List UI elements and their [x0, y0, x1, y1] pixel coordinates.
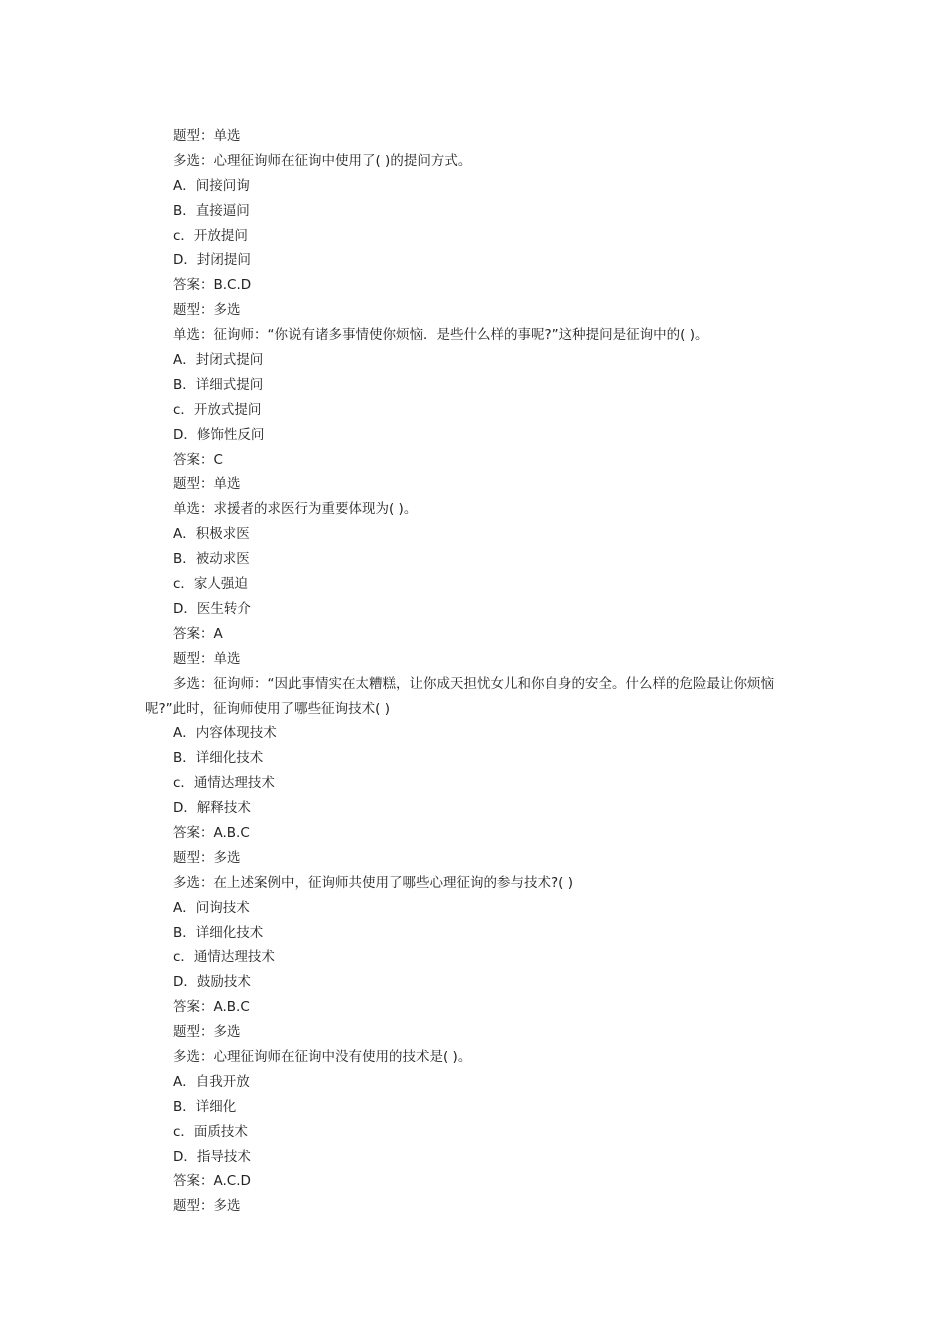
- option-line: A．封闭式提问: [173, 352, 264, 369]
- option-line: c．面质技术: [173, 1123, 248, 1140]
- option-line: B．详细化: [173, 1098, 237, 1115]
- text-line: 题型：多选: [173, 1198, 241, 1215]
- option-line: A．间接问询: [173, 177, 250, 194]
- option-line: D．解释技术: [173, 800, 251, 817]
- answer-line: 答案：A: [173, 625, 223, 642]
- option-line: D．鼓励技术: [173, 974, 251, 991]
- option-line: D．指导技术: [173, 1148, 251, 1165]
- text-line: 题型：单选: [173, 650, 241, 667]
- option-line: B．被动求医: [173, 551, 250, 568]
- answer-line: 答案：A.B.C: [173, 999, 250, 1016]
- option-line: c．通情达理技术: [173, 949, 275, 966]
- option-line: D．医生转介: [173, 600, 251, 617]
- text-line: 题型：多选: [173, 1024, 241, 1041]
- document-body: [145, 124, 810, 1219]
- question-line: 单选：求援者的求医行为重要体现为( )。: [173, 501, 418, 518]
- answer-line: 答案：A.C.D: [173, 1173, 251, 1190]
- option-line: B．详细化技术: [173, 924, 264, 941]
- question-line: 单选：征询师：“你说有诸多事情使你烦恼．是些什么样的事呢?”这种提问是征询中的( )。: [173, 327, 709, 344]
- option-line: A．自我开放: [173, 1073, 250, 1090]
- option-line: c．开放提问: [173, 227, 248, 244]
- text-line: 题型：多选: [173, 849, 241, 866]
- option-line: D．封闭提问: [173, 252, 251, 269]
- option-line: c．通情达理技术: [173, 775, 275, 792]
- option-line: D．修饰性反问: [173, 426, 265, 443]
- option-line: c．开放式提问: [173, 401, 262, 418]
- option-line: A．内容体现技术: [173, 725, 277, 742]
- option-line: B．详细化技术: [173, 750, 264, 767]
- option-line: B．详细式提问: [173, 376, 264, 393]
- question-line: 多选：在上述案例中，征询师共使用了哪些心理征询的参与技术?( ): [173, 874, 573, 891]
- answer-line: 答案：A.B.C: [173, 824, 250, 841]
- text-line: 题型：单选: [173, 128, 241, 144]
- option-line: A．积极求医: [173, 526, 250, 543]
- question-line: 多选：征询师：“因此事情实在太糟糕，让你成天担忧女儿和你自身的安全。什么样的危险最让你烦恼呢?”此时，征询师使用了哪些征询技术( ): [145, 675, 774, 717]
- option-line: A．问询技术: [173, 899, 250, 916]
- option-line: c．家人强迫: [173, 576, 248, 593]
- question-line: 多选：心理征询师在征询中使用了( )的提问方式。: [173, 152, 472, 169]
- text-line: 题型：多选: [173, 302, 241, 319]
- question-line: 多选：心理征询师在征询中没有使用的技术是( )。: [173, 1048, 472, 1065]
- answer-line: 答案：C: [173, 451, 223, 468]
- answer-line: 答案：B.C.D: [173, 277, 252, 294]
- text-line: 题型：单选: [173, 476, 241, 493]
- option-line: B．直接逼问: [173, 202, 250, 219]
